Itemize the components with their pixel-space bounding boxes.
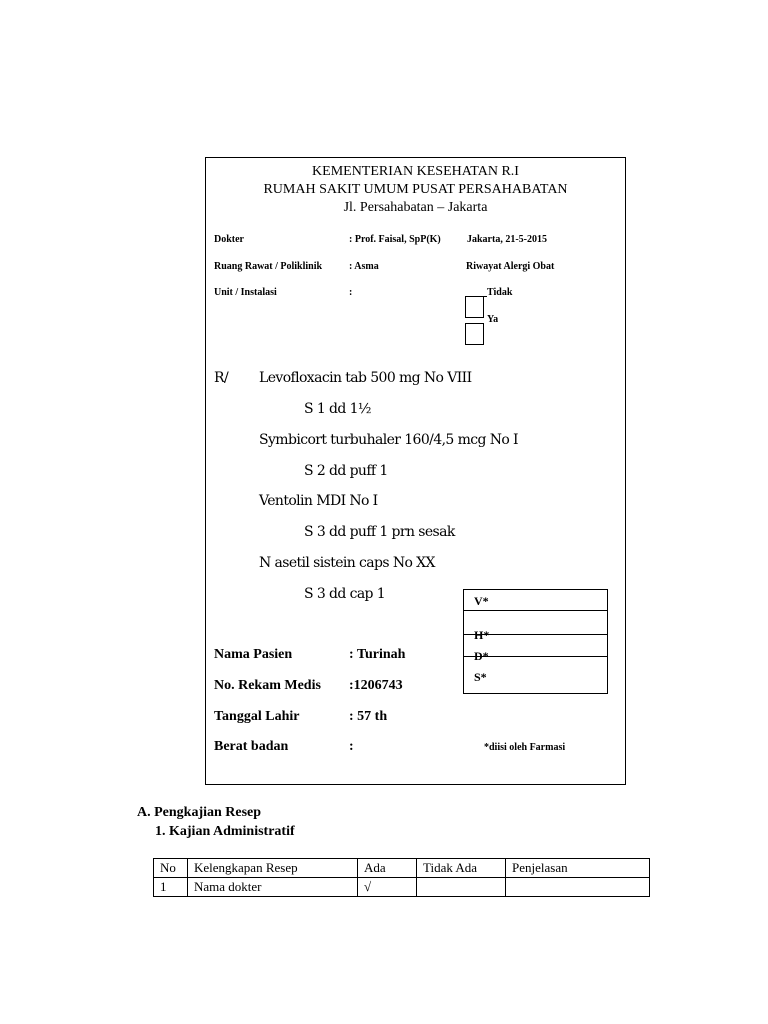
table-cell: Nama dokter [188,878,358,897]
ruang-value: : Asma [349,261,379,272]
unit-value: : [349,287,353,298]
verification-divider [463,610,608,611]
drug-line: N asetil sistein caps No XX [259,555,435,571]
table-cell [506,878,650,897]
drug-line: Ventolin MDI No I [259,493,378,509]
prescription-date: Jakarta, 21-5-2015 [467,234,547,245]
alergi-label: Riwayat Alergi Obat [466,261,555,272]
verification-v: V* [474,594,489,608]
verification-s: S* [474,670,487,684]
rekam-medis-value: :1206743 [349,678,403,693]
sig-line: S 2 dd puff 1 [304,463,388,479]
table-header-cell: Kelengkapan Resep [188,859,358,878]
sig-line: S 3 dd cap 1 [304,586,386,602]
allergy-ya-label: Ya [487,314,499,325]
ruang-label: Ruang Rawat / Poliklinik [214,261,323,272]
section-title: A. Pengkajian Resep [137,805,262,820]
table-header-cell: No [154,859,188,878]
table-cell: √ [358,878,417,897]
dokter-label: Dokter [214,234,244,245]
table-header-cell: Ada [358,859,417,878]
allergy-tidak-label: Tidak [487,287,513,298]
allergy-ya-checkbox[interactable] [465,323,484,345]
verification-d: D* [474,649,489,663]
berat-badan-value: : [349,739,354,754]
sig-line: S 1 dd 1½ [304,401,371,417]
drug-line: Symbicort turbuhaler 160/4,5 mcg No I [259,432,518,448]
table-cell [417,878,506,897]
unit-label: Unit / Instalasi [214,287,277,298]
allergy-tidak-checkbox[interactable] [465,296,484,318]
kajian-administratif-table [153,858,650,897]
nama-pasien-label: Nama Pasien [214,647,293,662]
hospital-address: Jl. Persahabatan – Jakarta [343,200,488,215]
table-header-cell: Penjelasan [506,859,650,878]
ministry-title: KEMENTERIAN KESEHATAN R.I [312,164,519,179]
tanggal-lahir-value: : 57 th [349,709,388,724]
hospital-name: RUMAH SAKIT UMUM PUSAT PERSAHABATAN [263,182,568,197]
nama-pasien-value: : Turinah [349,647,406,662]
dokter-value: : Prof. Faisal, SpP(K) [349,234,441,245]
berat-badan-label: Berat badan [214,739,289,754]
table-header-row [154,859,650,878]
sig-line: S 3 dd puff 1 prn sesak [304,524,455,540]
pharmacy-note: *diisi oleh Farmasi [484,742,566,753]
table-header-cell: Tidak Ada [417,859,506,878]
table-row [154,878,650,897]
table-cell: 1 [154,878,188,897]
tanggal-lahir-label: Tanggal Lahir [214,709,300,724]
verification-h: H* [474,628,490,642]
drug-line: Levofloxacin tab 500 mg No VIII [259,370,472,386]
rx-symbol: R/ [214,370,229,386]
rekam-medis-label: No. Rekam Medis [214,678,321,693]
subsection-title: 1. Kajian Administratif [155,824,295,839]
